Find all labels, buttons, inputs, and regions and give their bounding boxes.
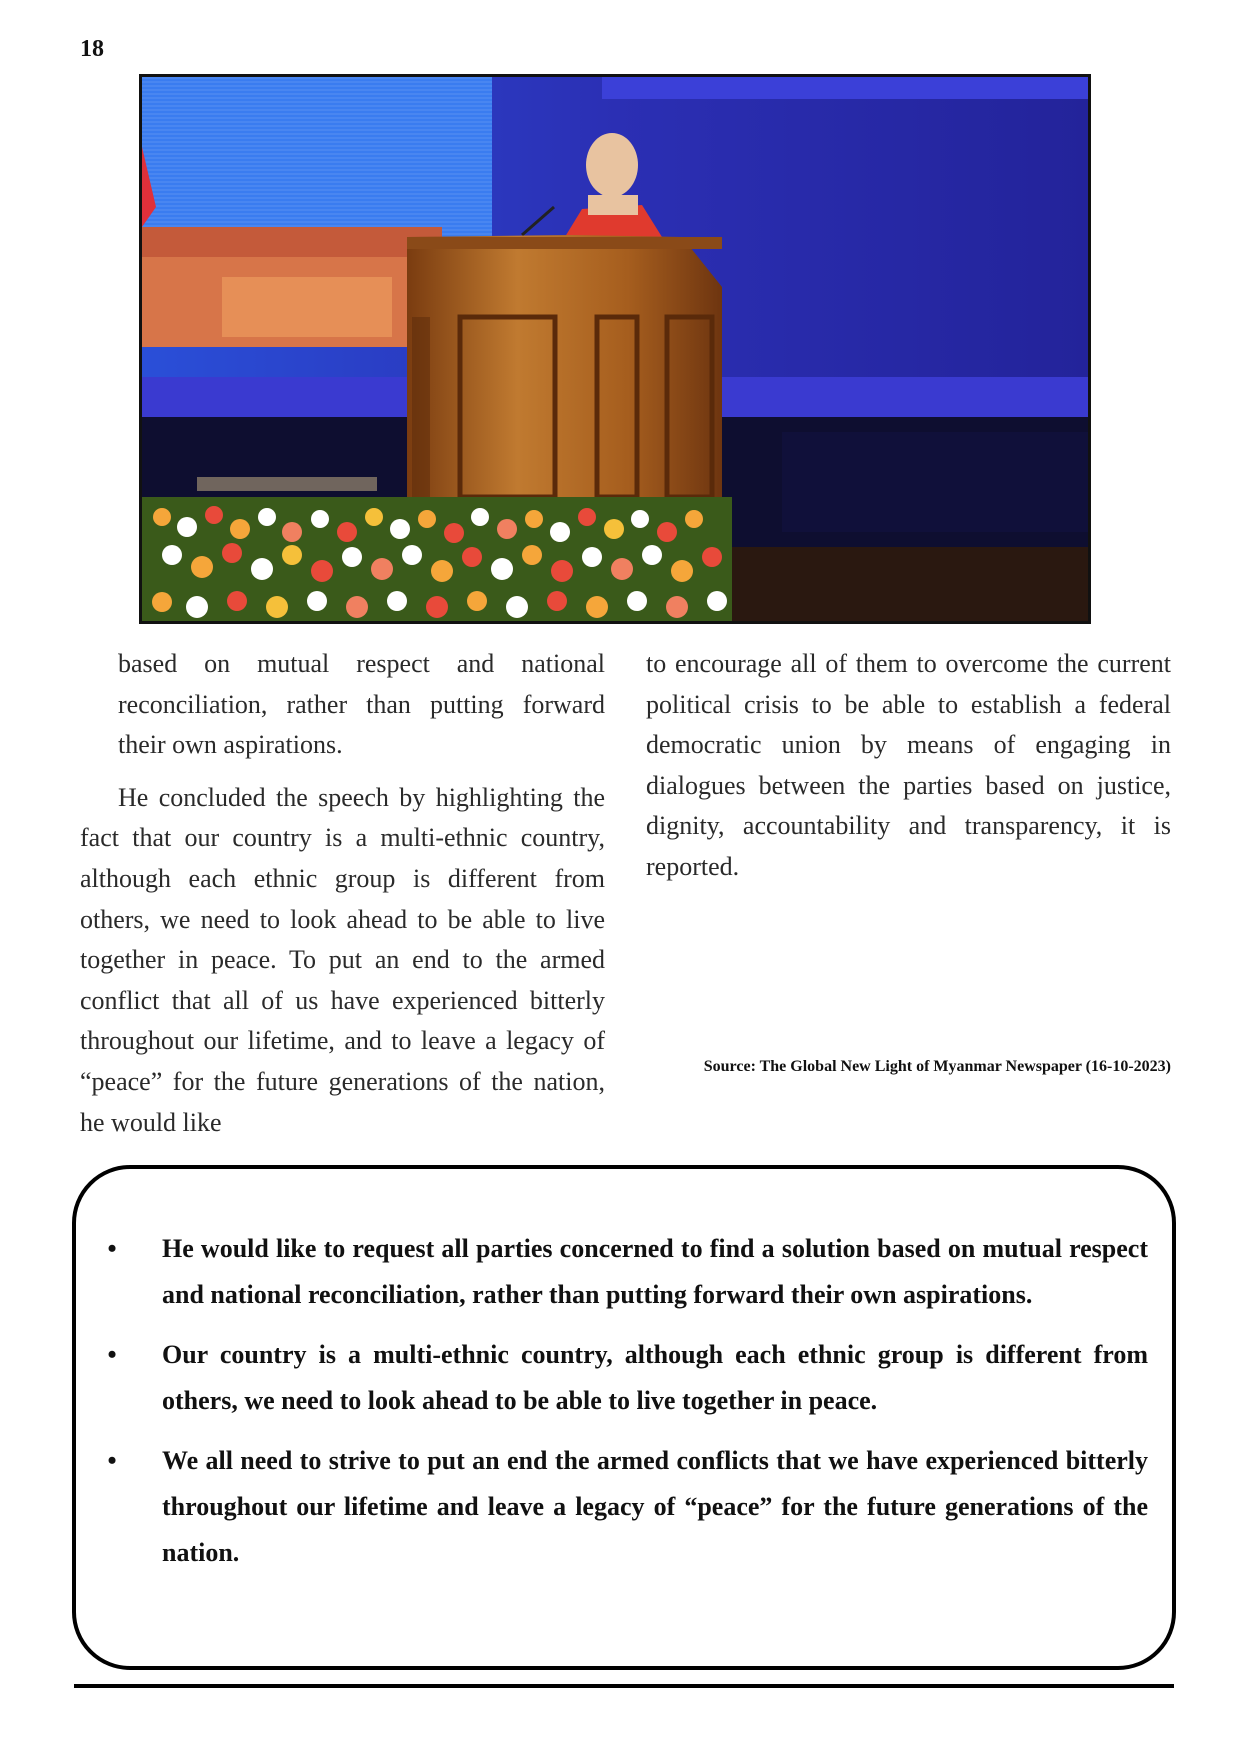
bullet-icon: • <box>107 1446 117 1475</box>
left-paragraph-1: based on mutual respect and national reconciliation, rather than putting forward their own aspirations. <box>118 649 605 760</box>
highlights-box <box>72 1165 1176 1670</box>
source-citation: Source: The Global New Light of Myanmar Newspaper (16-10-2023) <box>703 1058 1171 1075</box>
left-paragraph-2: He concluded the speech by highlighting the fact that our country is a multi-ethnic country, although each ethnic group is different from others, we need to look ahead to be able to live together in peace. To put an end to the armed conflict that all of us have experienced bitterly throughout our lifetime, and to leave a legacy of “peace” for the future generations of the nation, he would like <box>80 782 605 1137</box>
right-paragraph-1: to encourage all of them to overcome the current political crisis to be able to establish a federal democratic union by means of engaging in dialogues between the parties based on justice, dignity, accountability and transparency, it is reported. <box>646 649 1171 881</box>
article-right-column <box>646 644 1171 888</box>
highlights-list <box>102 1226 1148 1590</box>
article-photo <box>139 74 1091 624</box>
highlight-item <box>102 1438 1148 1576</box>
highlight-text: Our country is a multi-ethnic country, although each ethnic group is different from others, we need to look ahead to be able to live together in peace. <box>162 1340 1148 1415</box>
bullet-icon: • <box>107 1340 117 1369</box>
page-number: 18 <box>80 36 104 62</box>
bottom-divider <box>74 1684 1174 1688</box>
highlight-item <box>102 1226 1148 1318</box>
bullet-icon: • <box>107 1234 117 1263</box>
photo-speaker-at-podium-icon <box>142 77 1088 621</box>
article-left-column <box>80 644 605 1143</box>
highlight-item <box>102 1332 1148 1424</box>
highlight-text: He would like to request all parties concerned to find a solution based on mutual respect and national reconciliation, rather than putting forward their own aspirations. <box>162 1234 1148 1309</box>
highlight-text: We all need to strive to put an end the armed conflicts that we have experienced bitterly throughout our lifetime and leave a legacy of “peace” for the future generations of the nation. <box>162 1446 1148 1567</box>
